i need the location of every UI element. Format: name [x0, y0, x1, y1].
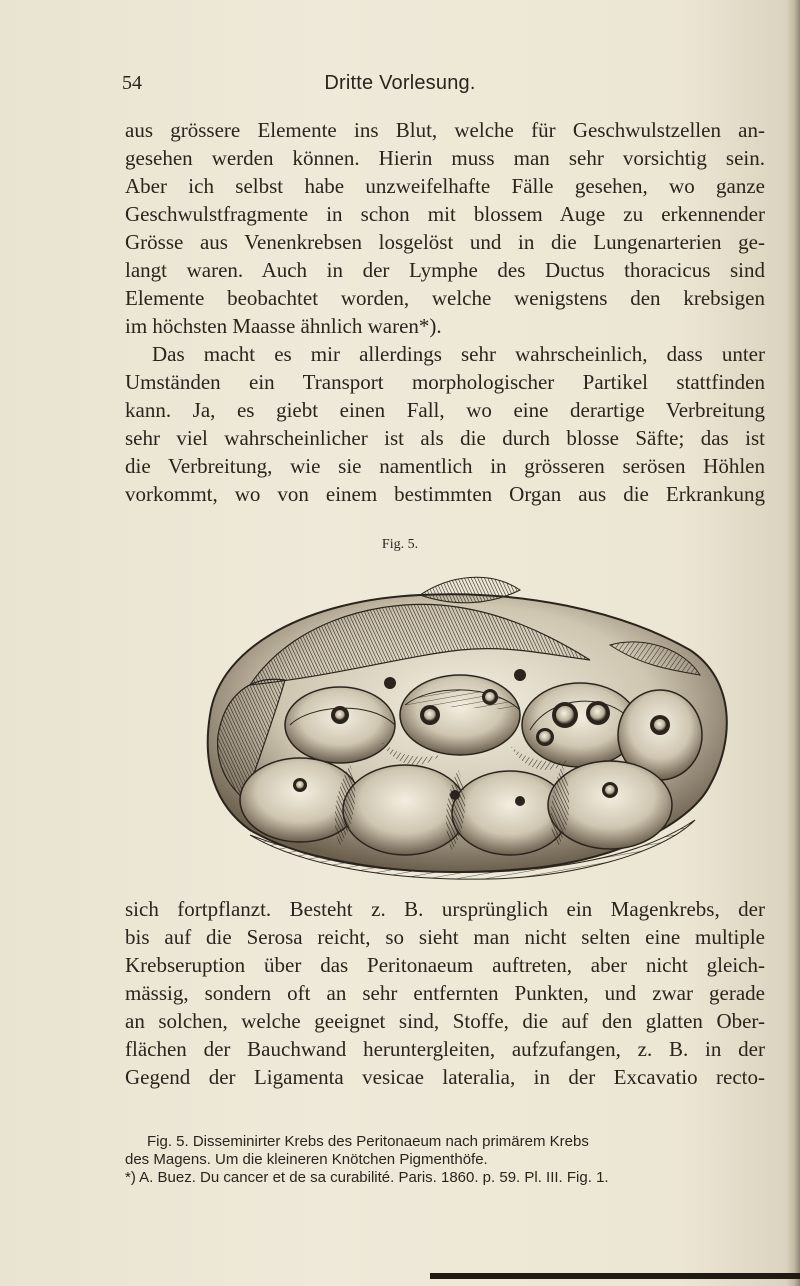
footnote: *) A. Buez. Du cancer et de sa curabilité. Paris. 1860. p. 59. Pl. III. Fig. 1. [125, 1169, 609, 1186]
peritoneum-engraving [190, 565, 750, 880]
figure-caption [125, 1133, 765, 1169]
figure-label: Fig. 5. [381, 537, 419, 552]
text-line: die Verbreitung, wie sie namentlich in grösseren serösen Höhlen [125, 454, 765, 478]
text-line: bis auf die Serosa reicht, so sieht man nicht selten eine multiple [125, 925, 765, 949]
text-line: Gegend der Ligamenta vesicae lateralia, in der Excavatio recto- [125, 1065, 765, 1089]
page-header [0, 72, 800, 106]
text-line: an solchen, welche geeignet sind, Stoffe, die auf den glatten Ober- [125, 1009, 765, 1033]
page-edge-shadow [786, 0, 800, 1286]
text-line: Umständen ein Transport morphologischer Partikel stattfinden [125, 370, 765, 394]
body-text-top [125, 116, 765, 508]
page-number: 54 [122, 72, 142, 94]
text-line: Geschwulstfragmente in schon mit blossem Auge zu erkennender [125, 202, 765, 226]
caption-line: Fig. 5. Disseminirter Krebs des Peritonaeum nach primärem Krebs [147, 1133, 589, 1150]
text-line: Elemente beobachtet worden, welche wenigstens den krebsigen [125, 286, 765, 310]
text-line: Das macht es mir allerdings sehr wahrscheinlich, dass unter [152, 342, 765, 366]
text-line: Krebseruption über das Peritonaeum auftreten, aber nicht gleich- [125, 953, 765, 977]
text-line: langt waren. Auch in der Lymphe des Ductus thoracicus sind [125, 258, 765, 282]
page-bottom-edge [430, 1273, 800, 1279]
body-text-bottom [125, 895, 765, 1091]
running-head: Dritte Vorlesung. [324, 72, 476, 94]
text-line: Grösse aus Venenkrebsen losgelöst und in die Lungenarterien ge- [125, 230, 765, 254]
text-line: vorkommt, wo von einem bestimmten Organ aus die Erkrankung [125, 482, 765, 506]
text-line: sich fortpflanzt. Besteht z. B. ursprünglich ein Magenkrebs, der [125, 897, 765, 921]
text-line: mässig, sondern oft an sehr entfernten Punkten, und zwar gerade [125, 981, 765, 1005]
caption-line: des Magens. Um die kleineren Knötchen Pigmenthöfe. [125, 1151, 488, 1168]
text-line: sehr viel wahrscheinlicher ist als die durch blosse Säfte; das ist [125, 426, 765, 450]
figure-illustration [190, 565, 750, 880]
text-line: im höchsten Maasse ähnlich waren*). [125, 314, 442, 338]
text-line: kann. Ja, es giebt einen Fall, wo eine derartige Verbreitung [125, 398, 765, 422]
text-line: aus grössere Elemente ins Blut, welche für Geschwulstzellen an- [125, 118, 765, 142]
text-line: Aber ich selbst habe unzweifelhafte Fälle gesehen, wo ganze [125, 174, 765, 198]
text-line: flächen der Bauchwand heruntergleiten, aufzufangen, z. B. in der [125, 1037, 765, 1061]
text-line: gesehen werden können. Hierin muss man sehr vorsichtig sein. [125, 146, 765, 170]
